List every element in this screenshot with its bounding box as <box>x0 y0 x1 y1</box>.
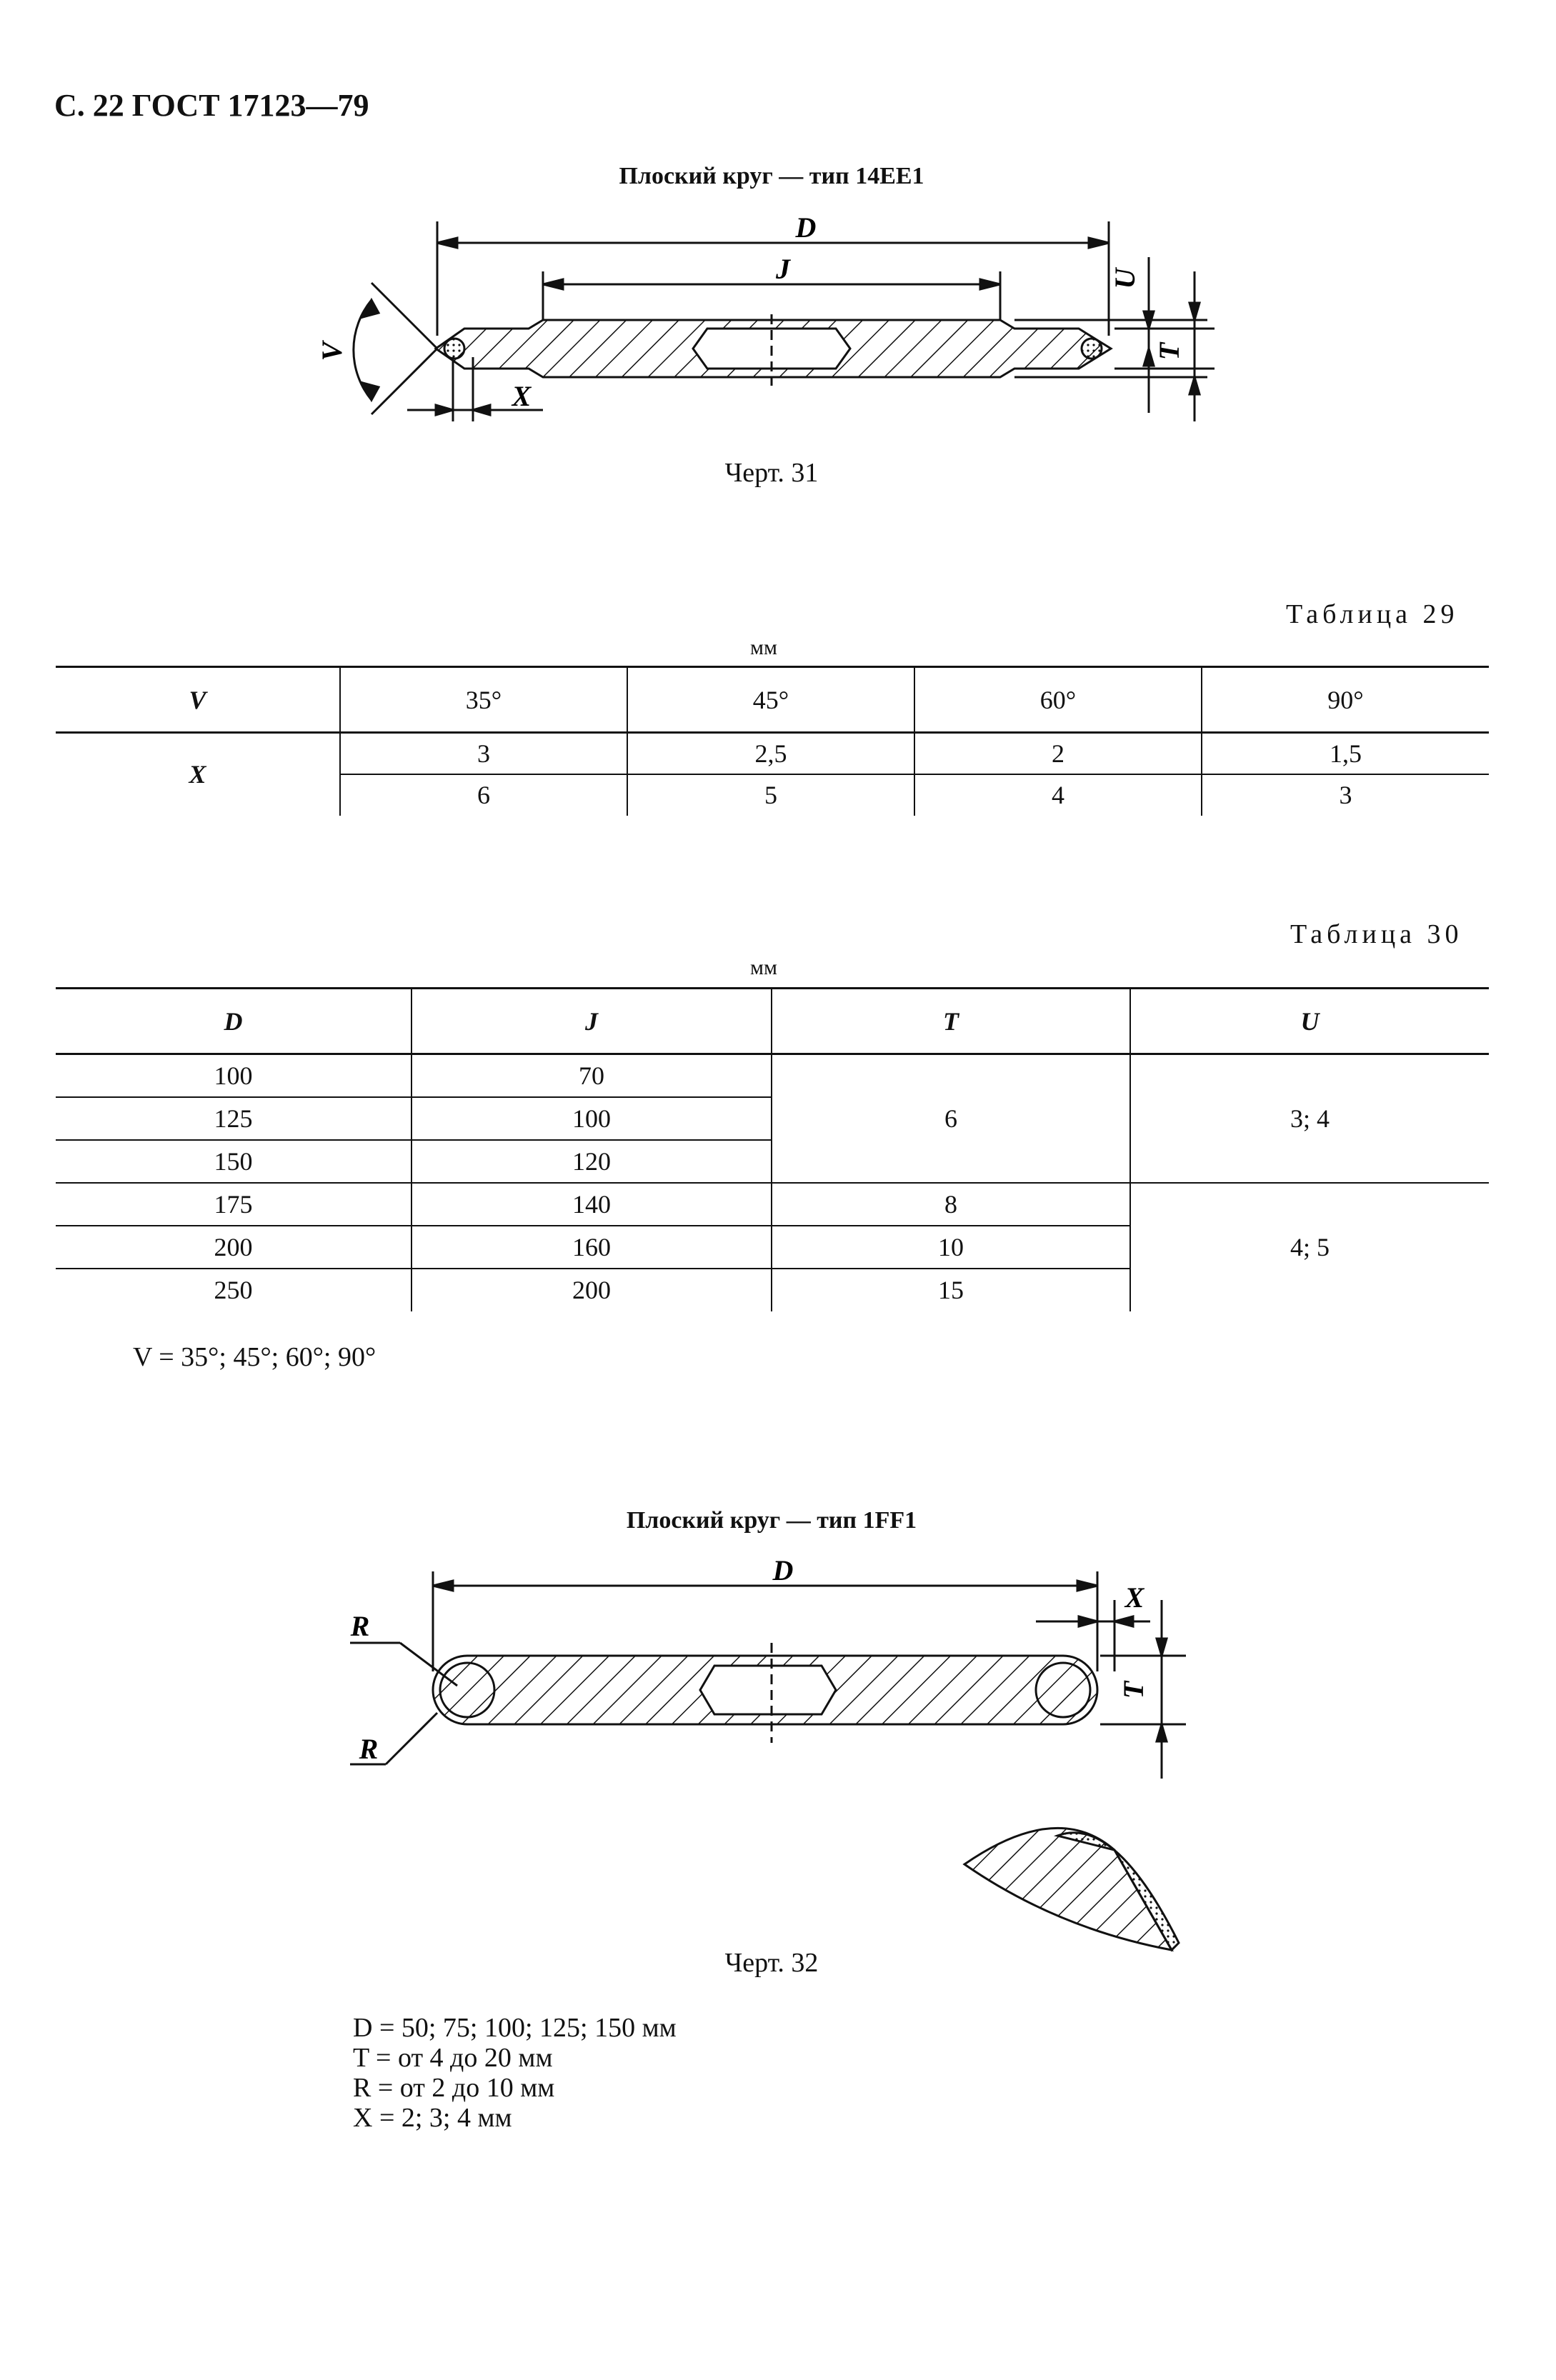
t30-header: T <box>772 989 1130 1054</box>
t30-d: 125 <box>56 1097 412 1140</box>
figure31-caption: Черт. 31 <box>724 458 819 488</box>
table30-units: мм <box>750 956 777 979</box>
t29-angle: 60° <box>914 667 1202 733</box>
param-line: T = от 4 до 20 мм <box>353 2043 553 2073</box>
t30-header: U <box>1300 1006 1320 1036</box>
table30 <box>56 987 1489 1311</box>
t29-v-label: V <box>56 667 340 733</box>
label-T: T <box>1153 342 1185 361</box>
param-line: D = 50; 75; 100; 125; 150 мм <box>353 2013 677 2043</box>
label-J: J <box>776 253 790 285</box>
t30-d: 100 <box>56 1054 412 1097</box>
t30-d: 150 <box>56 1140 412 1183</box>
figure31-drawing <box>0 0 1556 500</box>
t30-u-group1: 3; 4 <box>1130 1054 1489 1183</box>
page-header: С. 22 ГОСТ 17123—79 <box>54 88 369 123</box>
table30-note: V = 35°; 45°; 60°; 90° <box>133 1342 376 1372</box>
param-line: R = от 2 до 10 мм <box>353 2073 555 2103</box>
table30-label: Таблица 30 <box>1290 919 1463 949</box>
t30-t: 8 <box>772 1183 1130 1226</box>
t30-u-group2: 4; 5 <box>1290 1233 1330 1261</box>
t30-d: 175 <box>56 1183 412 1226</box>
t30-header: J <box>412 989 772 1054</box>
t29-x: 2,5 <box>627 733 914 774</box>
figure32-params <box>353 2013 677 2133</box>
label-D: D <box>795 211 817 244</box>
figure32-title: Плоский круг — тип 1FF1 <box>626 1507 917 1534</box>
t29-x-label: X <box>56 733 340 816</box>
table29-label: Таблица 29 <box>1286 599 1459 629</box>
t29-angle: 90° <box>1327 685 1364 714</box>
t29-x: 3 <box>340 733 627 774</box>
t29-angle: 35° <box>340 667 627 733</box>
t29-angle: 45° <box>627 667 914 733</box>
label-U: U <box>1109 268 1141 289</box>
param-line: X = 2; 3; 4 мм <box>353 2103 512 2133</box>
wheel-1ff1-hole <box>700 1666 836 1714</box>
figure32-caption: Черт. 32 <box>724 1948 819 1978</box>
t30-header: D <box>56 989 412 1054</box>
table29 <box>56 666 1489 816</box>
t30-j: 160 <box>412 1226 772 1269</box>
label-D: D <box>772 1554 794 1586</box>
t29-x: 1,5 <box>1330 739 1362 768</box>
t30-j: 120 <box>412 1140 772 1183</box>
figure32-drawing <box>0 1529 1556 1986</box>
t29-x: 2 <box>914 733 1202 774</box>
t29-x: 6 <box>340 774 627 816</box>
label-T: T <box>1117 1681 1149 1699</box>
label-R: R <box>359 1733 379 1765</box>
t30-j: 100 <box>412 1097 772 1140</box>
label-V: V <box>316 341 348 361</box>
t29-x: 3 <box>1339 781 1352 809</box>
t30-j: 70 <box>412 1054 772 1097</box>
label-R: R <box>350 1610 370 1642</box>
t30-j: 140 <box>412 1183 772 1226</box>
t30-d: 200 <box>56 1226 412 1269</box>
table29-units: мм <box>750 636 777 659</box>
t30-d: 250 <box>56 1269 412 1311</box>
t29-x: 4 <box>914 774 1202 816</box>
label-X: X <box>1124 1581 1144 1614</box>
t30-t-group: 6 <box>772 1054 1130 1183</box>
label-X: X <box>512 380 532 412</box>
t29-x: 5 <box>627 774 914 816</box>
t30-t: 15 <box>772 1269 1130 1311</box>
t30-t: 10 <box>772 1226 1130 1269</box>
figure31-title: Плоский круг — тип 14ЕЕ1 <box>619 163 924 189</box>
t30-j: 200 <box>412 1269 772 1311</box>
